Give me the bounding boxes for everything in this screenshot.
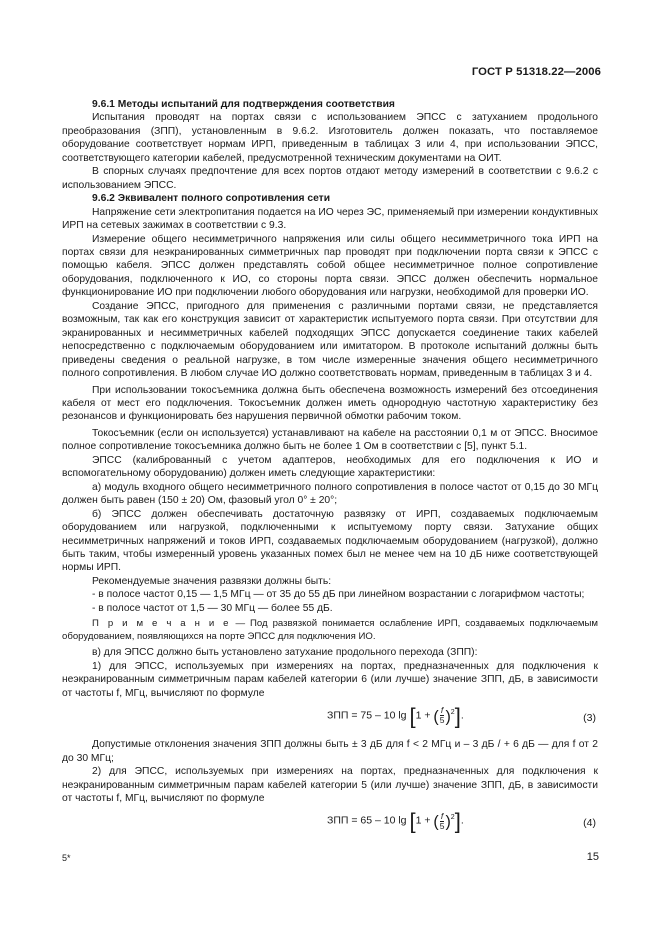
formula-lhs: ЗПП = 75 – 10 lg	[327, 709, 407, 722]
list-item-c: в) для ЭПСС должно быть установлено затухание продольного перехода (ЗПП):	[92, 647, 478, 659]
paragraph: При использовании токосъемника должна быть обеспечена возможность измерений без отсоединения кабеля от мест его подключения. Токосъемник должен иметь однородную частотную характеристику без резонансов и функционировать без нарушения первичной обмотки рабочим током.	[62, 384, 598, 423]
paragraph: Испытания проводят на портах связи с использованием ЭПСС с затуханием продольного преобразования (ЗПП), установленным в 9.6.2. Изготовитель должен показать, что поставляемое оборудование соответствует нормам ИРП, приведенным в таблицах 3 или 4, при использовании ЭПСС, соответствующего категории кабелей, предусмотренной техническим документами на ОИТ.	[62, 112, 598, 164]
fraction-numerator: f	[440, 705, 444, 716]
paragraph: Допустимые отклонения значения ЗПП должны быть ± 3 дБ для f < 2 МГц и – 3 дБ / + 6 дБ — для f от 2 до 30 МГц;	[62, 739, 598, 764]
paragraph: Создание ЭПСС, пригодного для применения с различными портами связи, не представляется возможным, так как его конструкция зависит от характеристик испытуемого порта связи. При отсутствии для экранированных и несимметричных кабелей подходящих ЭПСС допускается соединение таких кабелей непосредственно с подключаемым оборудованием или имитатором. В протоколе испытаний должны быть приведены сведения о реальной нагрузке, в том числе измеренные значения общего несимметричного полного сопротивления. В любом случае ИО должно соответствовать нормам, приведенным в таблицах 3 и 4.	[62, 300, 598, 380]
formula-number: (3)	[583, 712, 596, 725]
section-9-6-1-heading: 9.6.1 Методы испытаний для подтверждения соответствия	[92, 99, 395, 110]
formula-one: 1 +	[415, 814, 431, 827]
paragraph: Токосъемник (если он используется) устанавливают на кабеле на расстоянии 0,1 м от ЭПСС. Вносимое полное сопротивление токосъемника должно быть не более 1 Ом в соответствии с [5], пункт 5.1.	[62, 427, 598, 453]
formula-one: 1 +	[415, 709, 431, 722]
list-item-a: а) модуль входного общего несимметричного полного сопротивления в полосе частот от 0,15 до 30 МГц должен быть равен (150 ± 20) Ом, фазовый угол 0° ± 20°;	[62, 481, 598, 507]
fraction-denominator: 5	[439, 715, 445, 726]
note-text: — Под развязкой понимается ослабление ИРП, создаваемых подключаемым оборудованием, появляющихся на порте ЭПСС для подключения ИО.	[62, 618, 598, 642]
section-9-6-2-heading: 9.6.2 Эквивалент полного сопротивления сети	[92, 193, 331, 205]
paragraph: 1) для ЭПСС, используемых при измерениях на портах, предназначенных для подключения к неэкранированным симметричным парам кабелей категории 6 (или лучше) значение ЗПП, дБ, в зависимости от частоты f, МГц, вычисляют по формуле	[62, 660, 598, 699]
fraction	[440, 706, 445, 725]
fraction-numerator: f	[440, 810, 444, 821]
document-code: ГОСТ Р 51318.22—2006	[471, 66, 601, 78]
paragraph: Рекомендуемые значения развязки должны быть:	[92, 575, 332, 587]
paragraph: Напряжение сети электропитания подается на ИО через ЭС, применяемый при измерении кондуктивных ИРП на сетевых зажимах в соответствии с 9.3.	[62, 206, 598, 232]
exponent: 2	[450, 814, 455, 822]
fraction	[440, 812, 445, 831]
formula-end: .	[460, 814, 464, 827]
paragraph: Измерение общего несимметричного напряжения или силы общего несимметричного тока ИРП на портах связи для неэкранированных симметричных пар проводят при подключении порта связи к ЭПСС с помощью кабеля. ЭПСС должен представлять собой общее несимметричное полное сопротивление оборудования, подключенного к ИО, со стороны порта связи. ЭПСС должен обеспечить нормальное функционирование ИО при подключении любого оборудования или нагрузки, необходимой для проверки ИО.	[62, 233, 598, 299]
note-label: П р и м е ч а н и е	[92, 618, 231, 630]
paragraph: 2) для ЭПСС, используемых при измерениях на портах, предназначенных для подключения к неэкранированным симметричным парам кабелей категории 5 (или лучше) значение ЗПП, дБ, в зависимости от частоты f, МГц, вычисляют по формуле	[62, 766, 598, 805]
paragraph: ЭПСС (калиброванный с учетом адаптеров, необходимых для его подключения к ИО и вспомогательному оборудованию) должен иметь следующие характеристики:	[62, 454, 598, 480]
dash-item: - в полосе частот от 1,5 — 30 МГц — более 55 дБ.	[92, 602, 333, 614]
page-number: 15	[586, 851, 599, 863]
exponent: 2	[450, 709, 455, 717]
list-item-b: б) ЭПСС должен обеспечивать достаточную развязку от ИРП, создаваемых подключаемым оборудованием или нагрузкой, подключенными к испытуемому порту связи. Затухание общих несимметричных напряжений и токов ИРП, создаваемых подключаемым оборудованием (нагрузкой), должно быть таким, чтобы измеренный уровень указанных помех был не менее чем на 10 дБ ниже соответствующей нормы ИРП.	[62, 508, 598, 574]
sheet-mark: 5*	[62, 853, 71, 863]
paragraph: В спорных случаях предпочтение для всех портов отдают методу измерений в соответствии с 9.6.2 с использованием ЭПСС.	[62, 166, 598, 191]
dash-item: - в полосе частот 0,15 — 1,5 МГц — от 35 до 55 дБ при линейном возрастании с логарифмом частоты;	[92, 589, 585, 601]
formula-4: ЗПП = 65 – 10 lg [1 + ( $\frac{f}{5}$ )$^2$]. (4)	[327, 808, 596, 834]
page-content	[62, 98, 598, 843]
note	[62, 618, 598, 643]
formula-end: .	[460, 709, 464, 722]
formula-number: (4)	[583, 817, 596, 830]
formula-3: ЗПП = 75 – 10 lg [1 + ( $\frac{f}{5}$ )$^2$]. (3)	[327, 703, 596, 729]
fraction-denominator: 5	[439, 820, 445, 831]
formula-lhs: ЗПП = 65 – 10 lg	[327, 814, 407, 827]
